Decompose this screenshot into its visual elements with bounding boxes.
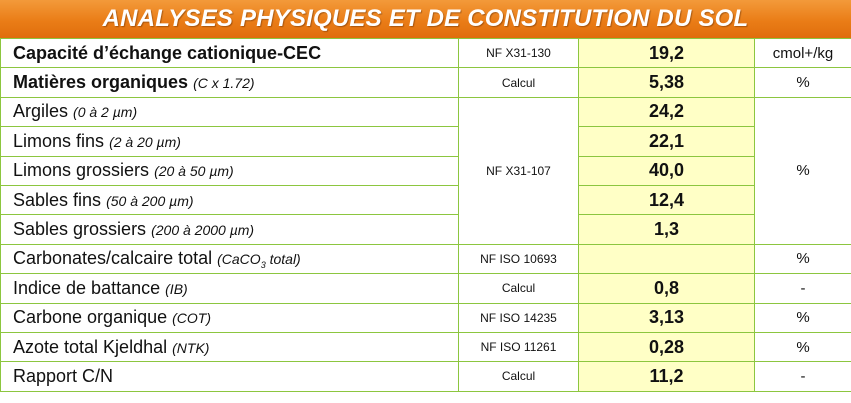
table-row <box>1 244 851 273</box>
texture-method: NF X31-107 <box>459 97 579 244</box>
row-unit: % <box>755 68 851 97</box>
table-row <box>1 68 851 97</box>
row-note: (200 à 2000 µm) <box>151 222 255 239</box>
row-value: 0,8 <box>579 274 755 303</box>
row-value <box>579 244 755 273</box>
row-value: 22,1 <box>579 127 755 156</box>
row-method: NF X31-130 <box>459 39 579 68</box>
table-row <box>1 39 851 68</box>
row-unit: - <box>755 274 851 303</box>
row-label: Capacité d’échange cationique-CEC <box>1 39 459 68</box>
row-unit: % <box>755 244 851 273</box>
table-header <box>0 0 851 38</box>
table-row <box>1 185 851 214</box>
texture-unit: % <box>755 97 851 244</box>
row-unit: - <box>755 362 851 391</box>
row-method: Calcul <box>459 68 579 97</box>
row-unit: % <box>755 332 851 361</box>
table-row <box>1 156 851 185</box>
row-value: 24,2 <box>579 97 755 126</box>
row-method: NF ISO 14235 <box>459 303 579 332</box>
row-value: 40,0 <box>579 156 755 185</box>
row-value: 11,2 <box>579 362 755 391</box>
row-value: 5,38 <box>579 68 755 97</box>
table-title: ANALYSES PHYSIQUES ET DE CONSTITUTION DU SOL <box>102 5 749 32</box>
row-note: (NTK) <box>172 339 210 356</box>
row-note: (20 à 50 µm) <box>154 163 234 180</box>
row-value: 3,13 <box>579 303 755 332</box>
row-unit: % <box>755 303 851 332</box>
row-unit: cmol+/kg <box>755 39 851 68</box>
table-row <box>1 215 851 244</box>
row-note: (IB) <box>165 280 188 297</box>
table-row <box>1 97 851 126</box>
row-method: Calcul <box>459 274 579 303</box>
row-method: Calcul <box>459 362 579 391</box>
row-value: 1,3 <box>579 215 755 244</box>
row-label: Indice de battance (IB) <box>1 274 459 303</box>
row-note: (CaCO$_3$ total) <box>217 251 301 270</box>
row-method: NF ISO 10693 <box>459 244 579 273</box>
row-label: Rapport C/N <box>1 362 459 391</box>
row-label: Carbone organique (COT) <box>1 303 459 332</box>
row-label: Limons fins (2 à 20 µm) <box>1 127 459 156</box>
row-label: Sables grossiers (200 à 2000 µm) <box>1 215 459 244</box>
table-row <box>1 362 851 391</box>
row-note: (C x 1.72) <box>193 75 255 92</box>
row-method: NF ISO 11261 <box>459 332 579 361</box>
row-note: (50 à 200 µm) <box>106 192 194 209</box>
row-value: 19,2 <box>579 39 755 68</box>
row-note: (COT) <box>172 310 212 327</box>
row-label: Matières organiques (C x 1.72) <box>1 68 459 97</box>
table-row <box>1 332 851 361</box>
row-label: Limons grossiers (20 à 50 µm) <box>1 156 459 185</box>
table-row <box>1 274 851 303</box>
row-label: Carbonates/calcaire total (CaCO$_3$ total) <box>1 244 459 273</box>
row-label: Sables fins (50 à 200 µm) <box>1 185 459 214</box>
table-row <box>1 303 851 332</box>
row-label: Azote total Kjeldhal (NTK) <box>1 332 459 361</box>
row-value: 12,4 <box>579 185 755 214</box>
analysis-table <box>0 38 851 392</box>
row-value: 0,28 <box>579 332 755 361</box>
table-row <box>1 127 851 156</box>
row-label: Argiles (0 à 2 µm) <box>1 97 459 126</box>
row-note: (0 à 2 µm) <box>73 104 138 121</box>
row-note: (2 à 20 µm) <box>109 133 181 150</box>
